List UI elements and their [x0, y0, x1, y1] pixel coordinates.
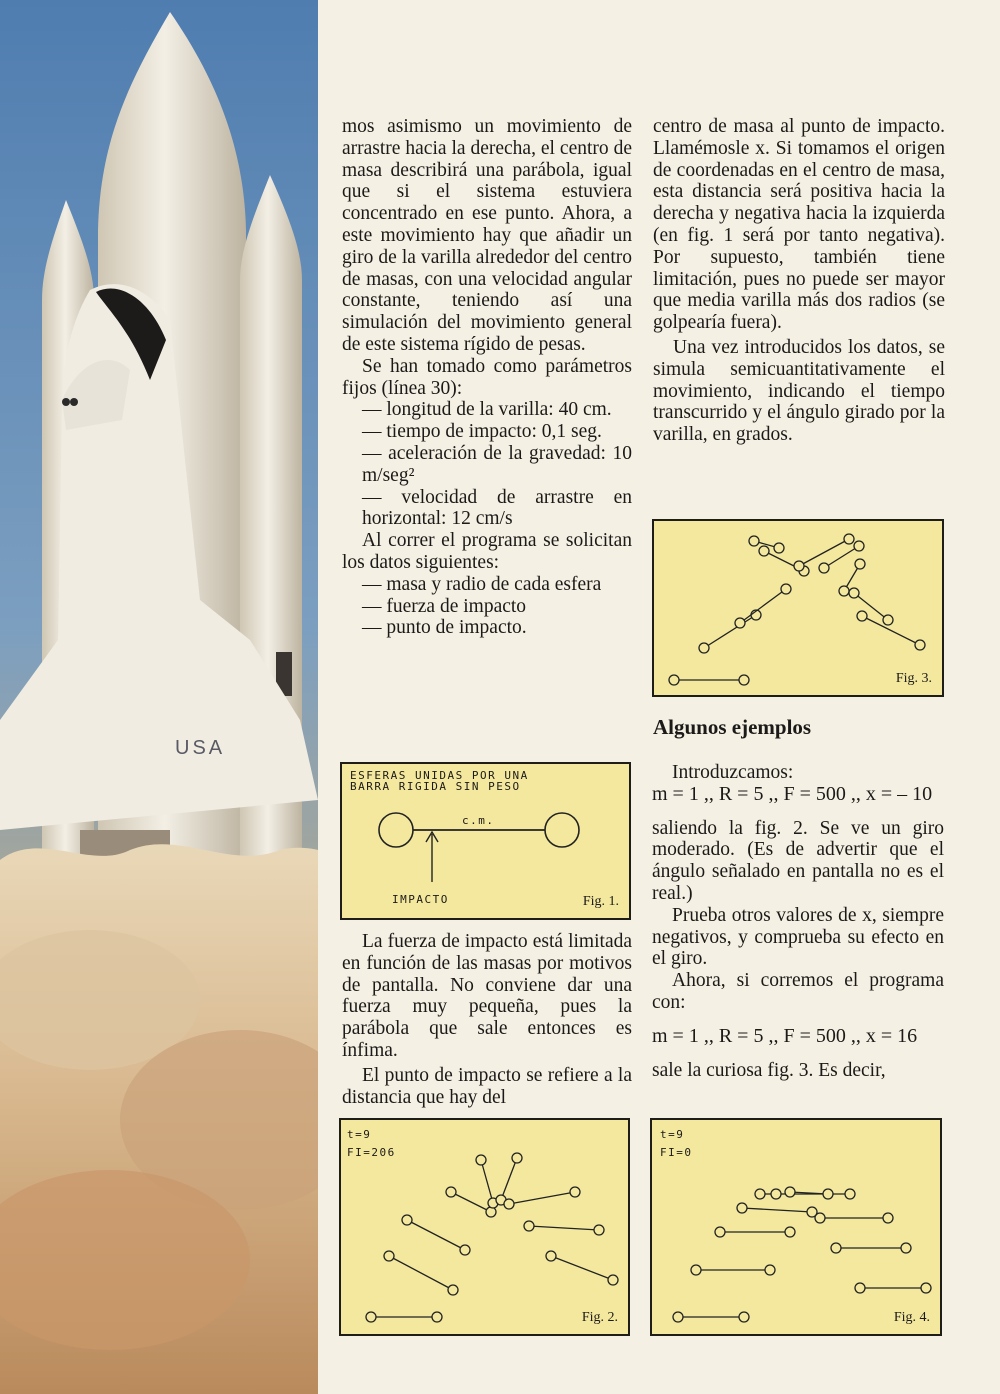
fig3-diagram [654, 521, 942, 695]
list-item: — velocidad de arrastre en horizontal: 12 cm/s [362, 486, 632, 530]
paragraph: sale la curiosa fig. 3. Es decir, [652, 1059, 886, 1081]
fig4-time: t=9 [660, 1128, 685, 1141]
usa-label: USA [175, 737, 226, 759]
column-1-bottom [342, 931, 632, 1108]
fig2-angle: FI=206 [347, 1146, 396, 1159]
column-2 [653, 116, 945, 446]
space-shuttle-photo [0, 0, 318, 1394]
paragraph: La fuerza de impacto está limitada en función de las masas por motivos de pantalla. No conviene dar una fuerza muy pequeña, pues la parábola que sale entonces es ínfima. [342, 931, 632, 1061]
fig1-title-line1: ESFERAS UNIDAS POR UNA [350, 769, 529, 782]
list-item: — masa y radio de cada esfera [362, 573, 602, 595]
figure-caption: Fig. 4. [893, 1310, 930, 1325]
list-item: — fuerza de impacto [362, 595, 527, 617]
paragraph: Una vez introducidos los datos, se simula semicuantitativamente el movimiento, indicando el tiempo transcurrido y el ángulo girado por la varilla, en grados. [653, 336, 945, 446]
paragraph: mos asimismo un movimiento de arrastre hacia la derecha, el centro de masa describirá una parábola, igual que si el sistema estuviera concentrado en ese punto. Ahora, a este movimiento hay que añadir un giro de la varilla alrededor del centro de masas, con una velocidad angular constante, teniendo así una simulación del movimiento general de este sistema rígido de pesas. [342, 116, 632, 355]
impact-label: IMPACTO [392, 893, 449, 906]
paragraph: centro de masa al punto de impacto. Llamémosle x. Si tomamos el origen de coordenadas en el centro de masa, esta distancia será positiva hacia la derecha y negativa hacia la izquierda (en fig. 1 será por tanto negativa). Por supuesto, también tiene limitación, pues no puede ser mayor que media varilla más dos radios (se golpearía fuera). [653, 116, 945, 334]
paragraph: Prueba otros valores de x, siempre negativos, y comprueba su efecto en el giro. [652, 904, 944, 970]
figure-2 [339, 1118, 630, 1336]
figure-caption: Fig. 1. [582, 894, 619, 909]
paragraph: saliendo la fig. 2. Se ve un giro moderado. (Es de advertir que el ángulo señalado en pantalla no es el real.) [652, 817, 944, 904]
column-2-bottom [652, 762, 944, 1081]
list-item: — longitud de la varilla: 40 cm. [362, 399, 612, 421]
section-heading: Algunos ejemplos [653, 715, 812, 739]
list-item: — punto de impacto. [362, 617, 527, 639]
figure-1 [340, 762, 631, 920]
column-1 [342, 116, 632, 639]
fig4-diagram [652, 1120, 940, 1334]
fig1-title-line2: BARRA RIGIDA SIN PESO [350, 780, 521, 793]
figure-3 [652, 519, 944, 697]
paragraph: El punto de impacto se refiere a la distancia que hay del [342, 1064, 632, 1108]
figure-4 [650, 1118, 942, 1336]
equation: m = 1 ,, R = 5 ,, F = 500 ,, x = 16 [652, 1024, 918, 1047]
list-item: — aceleración de la gravedad: 10 m/seg² [362, 442, 632, 486]
fig2-time: t=9 [347, 1128, 372, 1141]
equation: m = 1 ,, R = 5 ,, F = 500 ,, x = – 10 [652, 782, 933, 805]
paragraph: Ahora, si corremos el programa con: [652, 970, 944, 1013]
figure-caption: Fig. 2. [581, 1310, 618, 1325]
paragraph: Introduzcamos: [672, 762, 794, 783]
fig4-angle: FI=0 [660, 1146, 693, 1159]
fig2-diagram [341, 1120, 628, 1334]
figure-caption: Fig. 3. [895, 671, 932, 686]
paragraph: Se han tomado como parámetros fijos (línea 30): [342, 355, 632, 399]
center-of-mass-label: c.m. [462, 814, 495, 827]
paragraph: Al correr el programa se solicitan los datos siguientes: [342, 530, 632, 573]
list-item: — tiempo de impacto: 0,1 seg. [362, 421, 602, 443]
